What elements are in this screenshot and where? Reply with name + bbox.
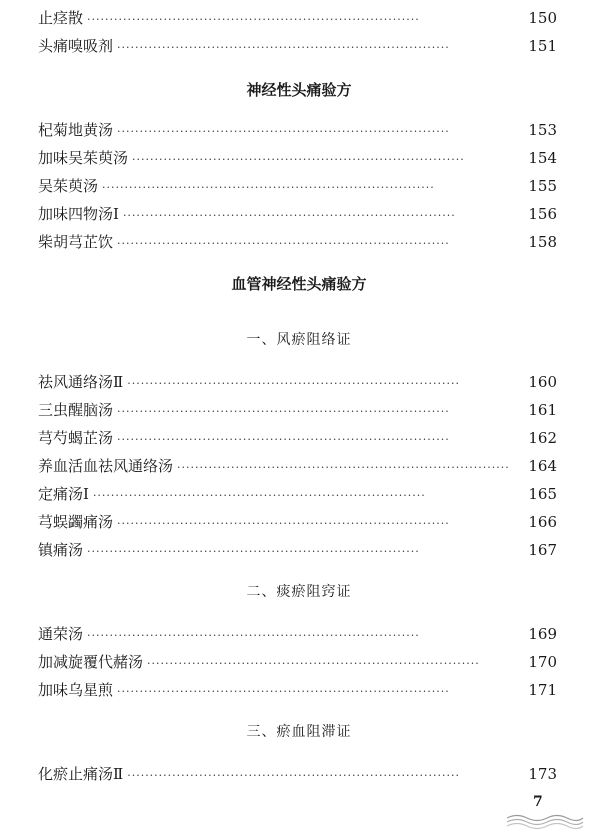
entry-page: 169 bbox=[528, 625, 557, 643]
toc-entry[interactable] bbox=[38, 204, 557, 224]
toc-entry[interactable] bbox=[38, 484, 557, 504]
section-heading: 血管神经性头痛验方 bbox=[231, 275, 367, 293]
wave-ornament-icon bbox=[505, 812, 585, 830]
entry-page: 173 bbox=[528, 765, 557, 783]
entry-title: 化瘀止痛汤Ⅱ bbox=[38, 765, 124, 783]
toc-entry[interactable] bbox=[38, 540, 557, 560]
toc-entry[interactable] bbox=[38, 456, 557, 476]
entry-title: 镇痛汤 bbox=[38, 541, 84, 559]
leader-dots: ·········································································· bbox=[102, 181, 435, 194]
entry-title: 养血活血祛风通络汤 bbox=[38, 457, 174, 475]
toc-entry[interactable] bbox=[38, 652, 557, 672]
toc-entry[interactable] bbox=[38, 764, 557, 784]
entry-page: 156 bbox=[528, 205, 557, 223]
entry-page: 166 bbox=[528, 513, 557, 531]
entry-page: 153 bbox=[528, 121, 557, 139]
leader-dots: ·········································································· bbox=[117, 685, 450, 698]
leader-dots: ·········································································· bbox=[87, 13, 420, 26]
leader-dots: ·········································································· bbox=[87, 629, 420, 642]
leader-dots: ·········································································· bbox=[117, 125, 450, 138]
subsection-heading: 三、瘀血阻滞证 bbox=[246, 724, 352, 740]
toc-entry[interactable] bbox=[38, 400, 557, 420]
leader-dots: ·········································································· bbox=[117, 237, 450, 250]
leader-dots: ·········································································· bbox=[92, 489, 426, 502]
toc-entry[interactable] bbox=[38, 148, 557, 168]
toc-entry[interactable] bbox=[38, 176, 557, 196]
entry-title: 吴茱萸汤 bbox=[38, 177, 99, 195]
entry-title: 芎蜈蠲痛汤 bbox=[38, 513, 114, 531]
toc-entry[interactable] bbox=[38, 232, 557, 252]
entry-title: 加味乌星煎 bbox=[38, 681, 114, 699]
entry-title: 头痛嗅吸剂 bbox=[38, 37, 114, 55]
entry-page: 165 bbox=[528, 485, 557, 503]
entry-title: 止痉散 bbox=[38, 9, 84, 27]
leader-dots: ·········································································· bbox=[122, 209, 456, 222]
entry-title: 杞菊地黄汤 bbox=[38, 121, 114, 139]
toc-entry[interactable] bbox=[38, 624, 557, 644]
entry-title: 加味吴茱萸汤 bbox=[38, 149, 129, 167]
entry-page: 164 bbox=[528, 457, 557, 475]
toc-entry[interactable] bbox=[38, 512, 557, 532]
entry-page: 158 bbox=[528, 233, 557, 251]
toc-entry[interactable] bbox=[38, 428, 557, 448]
leader-dots: ·········································································· bbox=[87, 545, 420, 558]
leader-dots: ·········································································· bbox=[117, 41, 450, 54]
entry-page: 171 bbox=[528, 681, 557, 699]
entry-page: 167 bbox=[528, 541, 557, 559]
toc-entry[interactable] bbox=[38, 36, 557, 56]
section-heading: 神经性头痛验方 bbox=[246, 81, 352, 99]
entry-page: 162 bbox=[528, 429, 557, 447]
entry-title: 柴胡芎芷饮 bbox=[38, 233, 114, 251]
leader-dots: ·········································································· bbox=[147, 657, 480, 670]
entry-page: 155 bbox=[528, 177, 557, 195]
subsection-heading: 一、风瘀阻络证 bbox=[246, 332, 352, 348]
entry-title: 加减旋覆代赭汤 bbox=[38, 653, 144, 671]
page-number: 7 bbox=[533, 794, 543, 810]
leader-dots: ·········································································· bbox=[117, 405, 450, 418]
entry-title: 三虫醒脑汤 bbox=[38, 401, 114, 419]
entry-page: 150 bbox=[528, 9, 557, 27]
entry-title: 祛风通络汤Ⅱ bbox=[38, 373, 124, 391]
leader-dots: ·········································································· bbox=[117, 517, 450, 530]
entry-page: 170 bbox=[528, 653, 557, 671]
toc-entry[interactable] bbox=[38, 372, 557, 392]
leader-dots: ·········································································· bbox=[127, 377, 460, 390]
entry-page: 161 bbox=[528, 401, 557, 419]
entry-title: 加味四物汤Ⅰ bbox=[38, 205, 119, 223]
toc-entry[interactable] bbox=[38, 8, 557, 28]
entry-title: 定痛汤Ⅰ bbox=[38, 485, 89, 503]
entry-title: 芎芍蝎芷汤 bbox=[38, 429, 114, 447]
leader-dots: ·········································································· bbox=[177, 461, 510, 474]
entry-page: 154 bbox=[528, 149, 557, 167]
leader-dots: ·········································································· bbox=[117, 433, 450, 446]
leader-dots: ·········································································· bbox=[132, 153, 465, 166]
entry-page: 160 bbox=[528, 373, 557, 391]
leader-dots: ·········································································· bbox=[127, 769, 460, 782]
toc-entry[interactable] bbox=[38, 120, 557, 140]
entry-page: 151 bbox=[528, 37, 557, 55]
entry-title: 通荣汤 bbox=[38, 625, 84, 643]
subsection-heading: 二、痰瘀阻窍证 bbox=[246, 584, 352, 600]
toc-entry[interactable] bbox=[38, 680, 557, 700]
